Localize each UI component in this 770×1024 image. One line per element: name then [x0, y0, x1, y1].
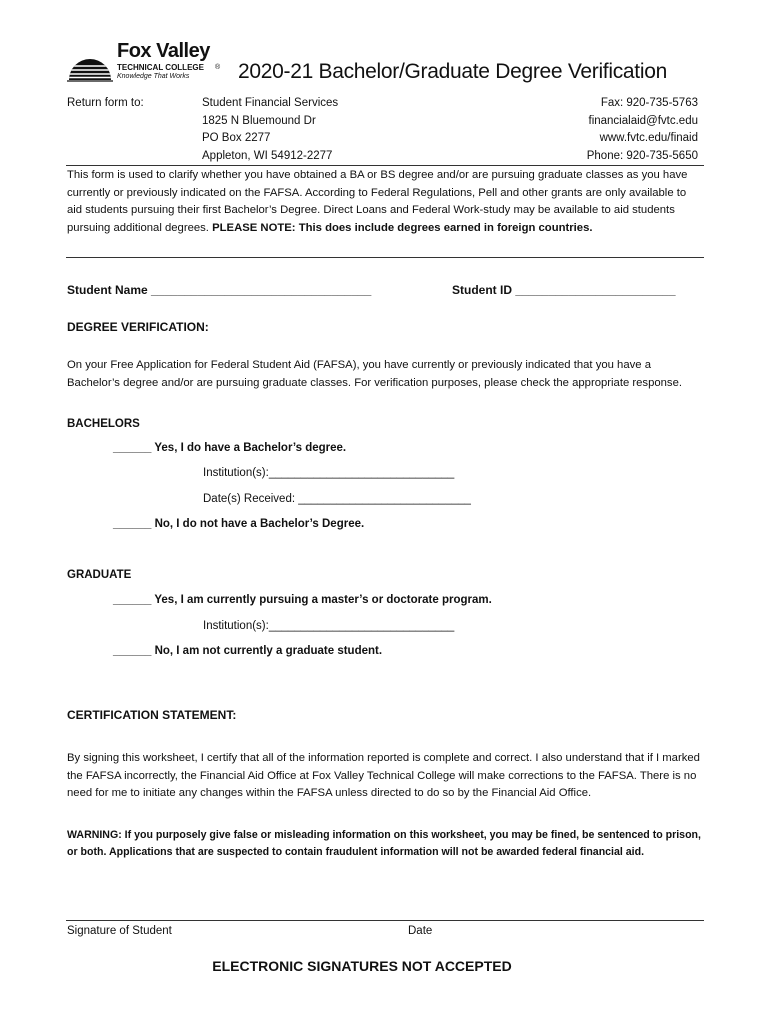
bachelors-yes-option[interactable]: ______ Yes, I do have a Bachelor’s degree. [113, 442, 347, 454]
globe-logo-icon [67, 42, 113, 82]
bachelors-heading: BACHELORS [67, 418, 140, 430]
bachelors-dates-field[interactable]: Date(s) Received: ___________________________ [203, 493, 471, 505]
page-title: 2020-21 Bachelor/Graduate Degree Verification [238, 60, 667, 83]
contact-phone: Phone: 920-735-5650 [586, 149, 698, 162]
bachelors-institution-field[interactable]: Institution(s):_____________________________ [203, 467, 455, 479]
logo-name: Fox Valley [117, 40, 210, 62]
header-divider [66, 165, 704, 166]
degree-text: On your Free Application for Federal Student Aid (FAFSA), you have currently or previously indicated that you have a Bachelor’s degree and/or are pursuing graduate classes. For verification purposes, please check the appropriate response. [67, 359, 682, 389]
date-label: Date [408, 925, 433, 937]
graduate-institution-field[interactable]: Institution(s):_____________________________ [203, 620, 455, 632]
return-address [202, 95, 338, 165]
signature-line[interactable] [66, 920, 704, 921]
degree-heading: DEGREE VERIFICATION: [67, 320, 209, 334]
college-logo [67, 40, 227, 84]
graduate-heading: GRADUATE [67, 569, 132, 581]
intro-text: This form is used to clarify whether you have obtained a BA or BS degree and/or are pursuing graduate classes as you have currently or previously indicated on the FAFSA. According to Federal Regulations, Pell and other grants are only available to aid students pursuing their first Bachelor’s Degree. Direct Loans and Federal Work-study may be available to aid students pursuing additional degrees. [67, 169, 688, 234]
return-label: Return form to: [67, 97, 144, 109]
certification-text: By signing this worksheet, I certify that all of the information reported is complete and correct. I also understand that if I marked the FAFSA incorrectly, the Financial Aid Office at Fox Valley Technical College will make corrections to the FAFSA. There is no need for me to initiate any changes within the FAFSA unless directed to do so by the Financial Aid Office. [67, 752, 700, 800]
signature-label: Signature of Student [67, 925, 172, 937]
graduate-no-option[interactable]: ______ No, I am not currently a graduate student. [113, 645, 383, 657]
logo-tagline: Knowledge That Works [117, 73, 190, 80]
intro-divider [66, 257, 704, 258]
student-id-field[interactable]: Student ID ________________________ [452, 283, 676, 297]
contact-email: financialaid@fvtc.edu [588, 114, 698, 127]
certification-heading: CERTIFICATION STATEMENT: [67, 708, 237, 722]
address-line: Student Financial Services [202, 97, 339, 109]
contact-website: www.fvtc.edu/finaid [599, 132, 698, 144]
address-line: Appleton, WI 54912-2277 [202, 149, 333, 162]
student-name-field[interactable]: Student Name _________________________________ [67, 283, 372, 297]
contact-fax: Fax: 920-735-5763 [600, 97, 698, 109]
bachelors-no-option[interactable]: ______ No, I do not have a Bachelor’s Degree. [113, 518, 365, 530]
intro-paragraph [67, 167, 701, 237]
address-line: PO Box 2277 [202, 132, 271, 144]
footer-notice: ELECTRONIC SIGNATURES NOT ACCEPTED [212, 958, 512, 974]
graduate-yes-option[interactable]: ______ Yes, I am currently pursuing a master’s or doctorate program. [113, 594, 492, 606]
logo-registered-mark: ® [215, 64, 221, 71]
warning-text: WARNING: If you purposely give false or misleading information on this worksheet, you may be fined, be sentenced to prison, or both. Applications that are suspected to contain fraudulent information will not be awarded federal financial aid. [67, 829, 701, 858]
return-contact [500, 95, 698, 165]
address-line: 1825 N Bluemound Dr [202, 114, 316, 127]
logo-subtitle: TECHNICAL COLLEGE [117, 63, 204, 72]
intro-note: PLEASE NOTE: This does include degrees earned in foreign countries. [212, 221, 593, 234]
